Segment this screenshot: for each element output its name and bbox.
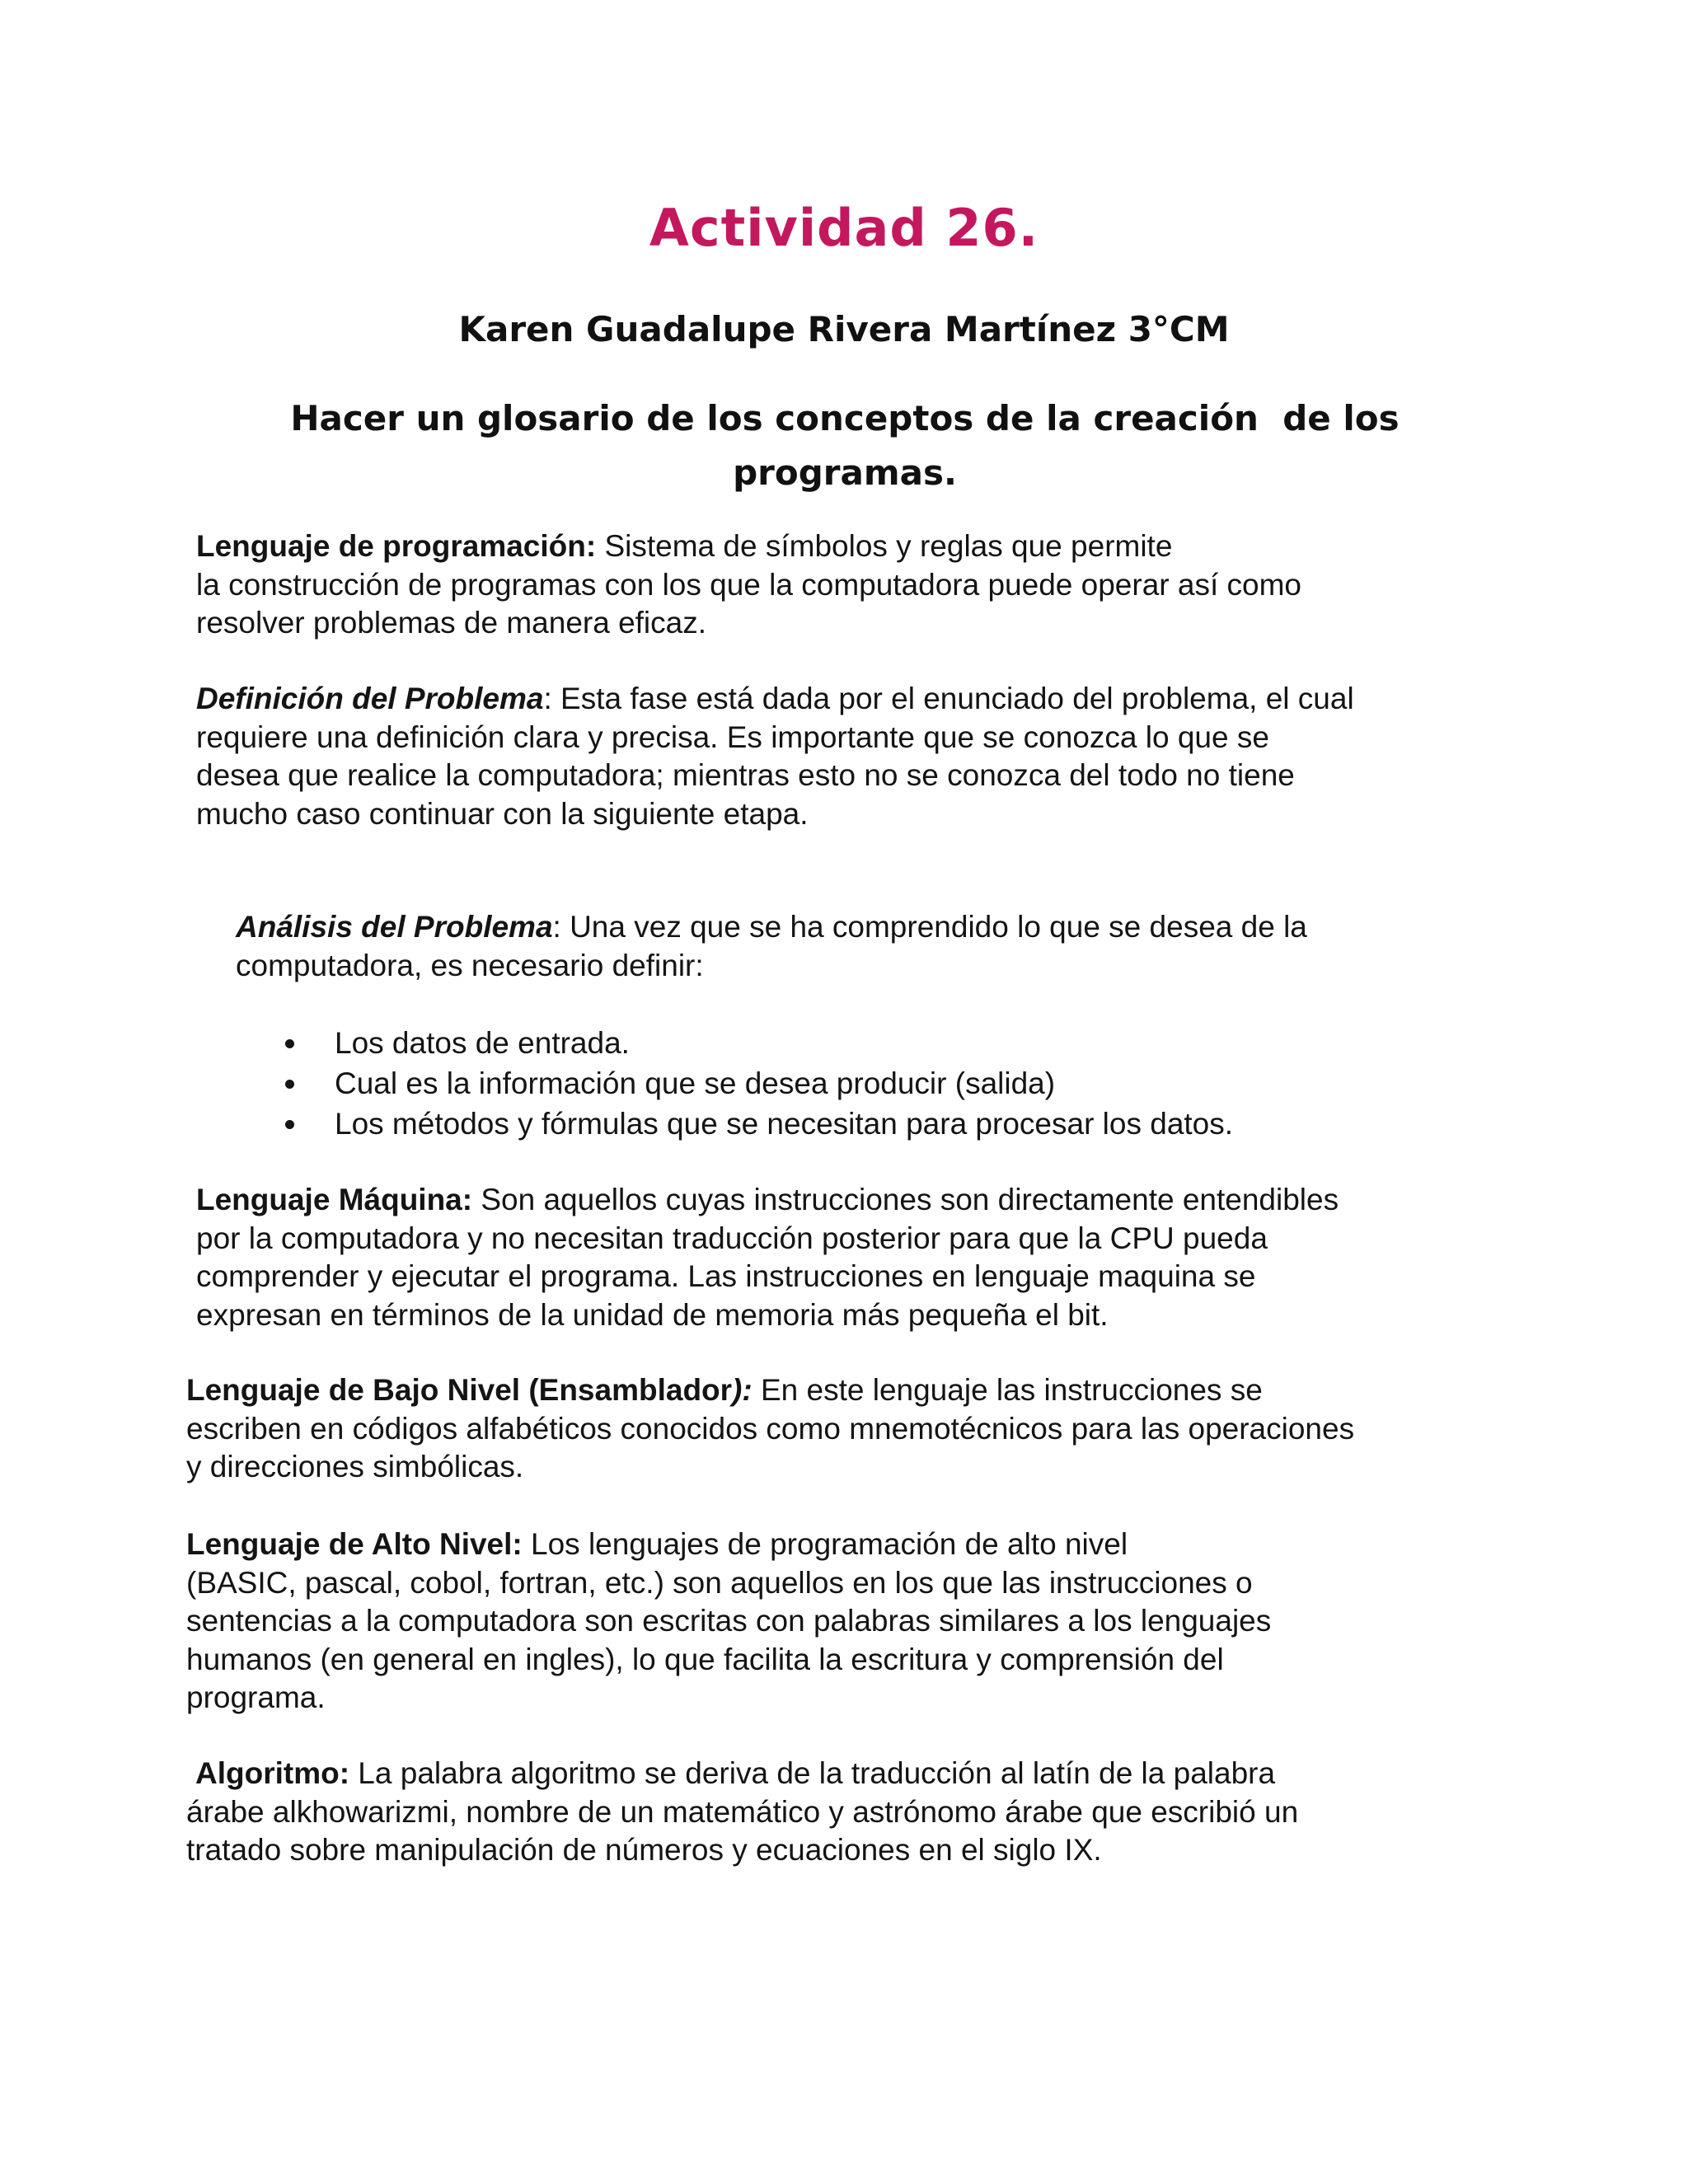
entry-text: Son aquellos cuyas instrucciones son directamente entendibles — [472, 1183, 1339, 1216]
entry-line — [186, 1371, 1354, 1410]
list-item-text: Los datos de entrada. — [335, 1026, 630, 1060]
assignment-subtitle — [288, 391, 1401, 500]
entry-text: : Una vez que se ha comprendido lo que se desea de la — [552, 910, 1307, 944]
entry-text: Sistema de símbolos y reglas que permite — [596, 529, 1173, 563]
entry-line: humanos (en general en ingles), lo que facilita la escritura y comprensión del — [186, 1642, 1224, 1676]
list-item-text: Cual es la información que se desea producir (salida) — [335, 1066, 1056, 1100]
entry-text: En este lenguaje las instrucciones se — [752, 1373, 1263, 1407]
list-item — [277, 1063, 1233, 1104]
entry-line: árabe alkhowarizmi, nombre de un matemático y astrónomo árabe que escribió un — [186, 1794, 1299, 1829]
entry-lenguaje-bajo-nivel — [186, 1371, 1354, 1487]
entry-analisis-problema — [236, 908, 1307, 985]
entry-text: : Esta fase está dada por el enunciado del problema, el cual — [543, 682, 1354, 715]
entry-line: programa. — [186, 1680, 326, 1714]
bullet-icon — [285, 1080, 294, 1089]
entry-algoritmo — [186, 1755, 1298, 1870]
entry-line: comprender y ejecutar el programa. Las instrucciones en lenguaje maquina se — [196, 1259, 1256, 1293]
glossary-term: Análisis del Problema — [236, 910, 553, 944]
bullet-icon — [285, 1120, 294, 1129]
glossary-term: Lenguaje de programación: — [196, 529, 597, 563]
glossary-term: Lenguaje Máquina: — [196, 1183, 473, 1216]
entry-definicion-problema — [196, 680, 1354, 833]
entry-text: Los lenguajes de programación de alto nivel — [522, 1527, 1128, 1561]
entry-line: tratado sobre manipulación de números y ecuaciones en el siglo IX. — [186, 1833, 1102, 1867]
subtitle-line: Hacer un glosario de los conceptos de la creación de los — [290, 398, 1400, 438]
list-item-text: Los métodos y fórmulas que se necesitan para procesar los datos. — [335, 1107, 1234, 1141]
glossary-term: Lenguaje de Alto Nivel: — [186, 1527, 523, 1561]
bullet-icon — [285, 1039, 294, 1048]
entry-line — [196, 1181, 1339, 1220]
entry-lenguaje-programacion — [196, 527, 1301, 643]
entry-line: sentencias a la computadora son escritas con palabras similares a los lenguajes — [186, 1604, 1272, 1638]
entry-line — [236, 908, 1307, 947]
glossary-term-suffix: ): — [732, 1373, 753, 1407]
entry-line: (BASIC, pascal, cobol, fortran, etc.) son aquellos en los que las instrucciones o — [186, 1565, 1253, 1600]
entry-lenguaje-maquina — [196, 1181, 1339, 1334]
analysis-bullet-list — [277, 1023, 1233, 1144]
entry-lenguaje-alto-nivel — [186, 1526, 1271, 1718]
list-item — [277, 1023, 1233, 1063]
glossary-term: Algoritmo: — [195, 1756, 350, 1790]
list-item — [277, 1104, 1233, 1144]
entry-line: resolver problemas de manera eficaz. — [196, 606, 707, 640]
entry-line: escriben en códigos alfabéticos conocidos como mnemotécnicos para las operaciones — [186, 1411, 1355, 1446]
entry-line: expresan en términos de la unidad de memoria más pequeña el bit. — [196, 1297, 1109, 1332]
entry-line: mucho caso continuar con la siguiente etapa. — [196, 796, 809, 831]
glossary-term: Definición del Problema — [196, 682, 544, 715]
entry-text: La palabra algoritmo se deriva de la traducción al latín de la palabra — [349, 1756, 1276, 1790]
entry-line: desea que realice la computadora; mientras esto no se conozca del todo no tiene — [196, 758, 1295, 792]
entry-line — [186, 1755, 1298, 1793]
entry-line — [186, 1526, 1271, 1564]
entry-line: requiere una definición clara y precisa. Es importante que se conozca lo que se — [196, 719, 1269, 754]
page-title: Actividad 26. — [649, 198, 1039, 258]
entry-line: y direcciones simbólicas. — [186, 1450, 524, 1483]
entry-line — [196, 527, 1301, 566]
subtitle-line: programas. — [733, 452, 957, 493]
entry-line: por la computadora y no necesitan traducción posterior para que la CPU pueda — [196, 1221, 1268, 1255]
entry-line: la construcción de programas con los que la computadora puede operar así como — [196, 567, 1301, 602]
entry-line — [196, 680, 1354, 719]
author-name: Karen Guadalupe Rivera Martínez 3°CM — [458, 309, 1230, 349]
glossary-term: Lenguaje de Bajo Nivel (Ensamblador — [186, 1373, 733, 1407]
entry-line: computadora, es necesario definir: — [236, 948, 704, 982]
